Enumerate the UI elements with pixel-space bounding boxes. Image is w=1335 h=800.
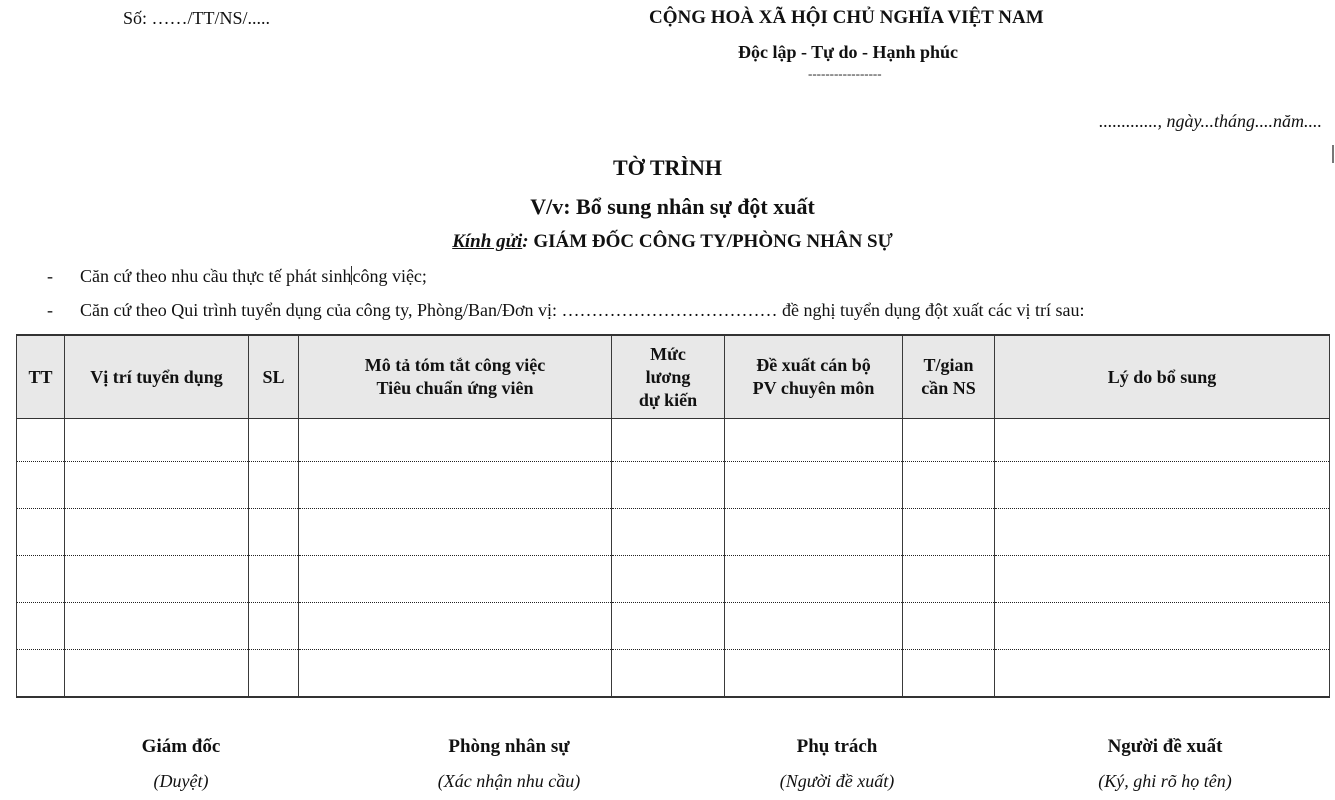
table-cell[interactable] — [299, 462, 612, 509]
column-header — [995, 335, 1330, 419]
table-cell[interactable] — [249, 509, 299, 556]
recruitment-table — [16, 334, 1330, 698]
table-cell[interactable] — [249, 462, 299, 509]
table-cell[interactable] — [995, 462, 1330, 509]
table-cell[interactable] — [299, 650, 612, 698]
document-recipient — [0, 231, 1335, 253]
signature-proposer: Người đề xuất — [1107, 736, 1223, 757]
table-cell[interactable] — [17, 462, 65, 509]
table-cell[interactable] — [249, 603, 299, 650]
table-row — [17, 509, 1330, 556]
date-line: ............., ngày...tháng....năm.... — [1099, 111, 1322, 131]
table-cell[interactable] — [299, 509, 612, 556]
column-header-line: Lý do bổ sung — [1107, 366, 1217, 387]
table-cell[interactable] — [725, 650, 903, 698]
table-cell[interactable] — [65, 603, 249, 650]
table-cell[interactable] — [612, 556, 725, 603]
column-header — [249, 335, 299, 419]
table-cell[interactable] — [903, 650, 995, 698]
column-header — [17, 335, 65, 419]
table-row — [17, 556, 1330, 603]
table-cell[interactable] — [725, 603, 903, 650]
basis-text: Căn cứ theo Qui trình tuyển dụng của công ty, Phòng/Ban/Đơn vị: ……………………………… đề nghị tuyển dụng đột xuất các vị trí sau: — [80, 300, 1085, 320]
table-cell[interactable] — [725, 556, 903, 603]
column-header — [903, 335, 995, 419]
table-cell[interactable] — [65, 509, 249, 556]
table-cell[interactable] — [725, 509, 903, 556]
recipient-colon: : — [522, 231, 529, 252]
table-cell[interactable] — [65, 650, 249, 698]
table-cell[interactable] — [612, 650, 725, 698]
table-cell[interactable] — [17, 603, 65, 650]
table-cell[interactable] — [17, 556, 65, 603]
table-cell[interactable] — [299, 603, 612, 650]
table-cell[interactable] — [612, 509, 725, 556]
signature-hr-note: (Xác nhận nhu cầu) — [437, 771, 581, 791]
table-cell[interactable] — [903, 419, 995, 462]
document-number: Số: ……/TT/NS/..... — [123, 8, 271, 28]
signature-supervisor-note: (Người đề xuất) — [779, 771, 895, 791]
signature-supervisor: Phụ trách — [796, 736, 878, 757]
table-cell[interactable] — [65, 462, 249, 509]
column-header-line: dự kiến — [638, 389, 698, 410]
column-header-line: TT — [28, 366, 53, 387]
column-header — [65, 335, 249, 419]
table-row — [17, 603, 1330, 650]
recipient-label: Kính gửi — [452, 231, 523, 252]
table-cell[interactable] — [612, 603, 725, 650]
table-cell[interactable] — [249, 419, 299, 462]
national-motto: Độc lập - Tự do - Hạnh phúc — [738, 42, 959, 62]
signature-hr: Phòng nhân sự — [448, 736, 570, 757]
column-header-line: SL — [262, 366, 285, 387]
basis-text: Căn cứ theo nhu cầu thực tế phát sinh — [80, 266, 352, 286]
column-header-line: Mức — [650, 343, 686, 364]
basis-item[interactable] — [47, 266, 427, 287]
column-header-line: PV chuyên môn — [752, 378, 875, 398]
table-cell[interactable] — [725, 462, 903, 509]
table-cell[interactable] — [249, 556, 299, 603]
column-header — [725, 335, 903, 419]
column-header-line: Mô tả tóm tắt công việc — [364, 355, 546, 375]
signature-proposer-note: (Ký, ghi rõ họ tên) — [1098, 771, 1232, 791]
table-cell[interactable] — [903, 556, 995, 603]
recipient-name: GIÁM ĐỐC CÔNG TY/PHÒNG NHÂN SỰ — [528, 231, 893, 252]
table-cell[interactable] — [725, 419, 903, 462]
table-cell[interactable] — [299, 556, 612, 603]
table-cell[interactable] — [612, 462, 725, 509]
table-header-row — [17, 335, 1330, 419]
table-cell[interactable] — [995, 603, 1330, 650]
table-cell[interactable] — [995, 419, 1330, 462]
document-subject: V/v: Bổ sung nhân sự đột xuất — [530, 194, 815, 219]
column-header — [299, 335, 612, 419]
document-title: TỜ TRÌNH — [612, 155, 722, 180]
table-cell[interactable] — [65, 419, 249, 462]
table-cell[interactable] — [995, 509, 1330, 556]
table-cell[interactable] — [612, 419, 725, 462]
table-cell[interactable] — [17, 419, 65, 462]
column-header-line: Đề xuất cán bộ — [756, 355, 871, 375]
signature-director-note: (Duyệt) — [153, 771, 209, 791]
column-header-line: lương — [645, 366, 691, 387]
column-header-line: T/gian — [923, 355, 974, 375]
column-header — [612, 335, 725, 419]
bullet-dash: - — [47, 266, 53, 286]
table-cell[interactable] — [17, 650, 65, 698]
column-header-line: cần NS — [921, 378, 976, 398]
table-cell[interactable] — [299, 419, 612, 462]
column-header-line: Tiêu chuẩn ứng viên — [376, 378, 534, 398]
signature-director: Giám đốc — [141, 736, 221, 757]
nation-title: CỘNG HOÀ XÃ HỘI CHỦ NGHĨA VIỆT NAM — [649, 7, 1044, 28]
basis-item[interactable] — [47, 300, 1084, 321]
table-cell[interactable] — [65, 556, 249, 603]
motto-underline: ----------------- — [808, 66, 882, 81]
table-cell[interactable] — [995, 650, 1330, 698]
table-row — [17, 462, 1330, 509]
table-cell[interactable] — [903, 603, 995, 650]
table-cell[interactable] — [903, 509, 995, 556]
table-row — [17, 650, 1330, 698]
basis-text-continued: công việc; — [352, 266, 427, 286]
bullet-dash: - — [47, 300, 53, 320]
column-header-line: Vị trí tuyển dụng — [90, 366, 223, 387]
table-cell[interactable] — [249, 650, 299, 698]
table-cell[interactable] — [17, 509, 65, 556]
table-row — [17, 419, 1330, 462]
table-cell[interactable] — [995, 556, 1330, 603]
table-cell[interactable] — [903, 462, 995, 509]
